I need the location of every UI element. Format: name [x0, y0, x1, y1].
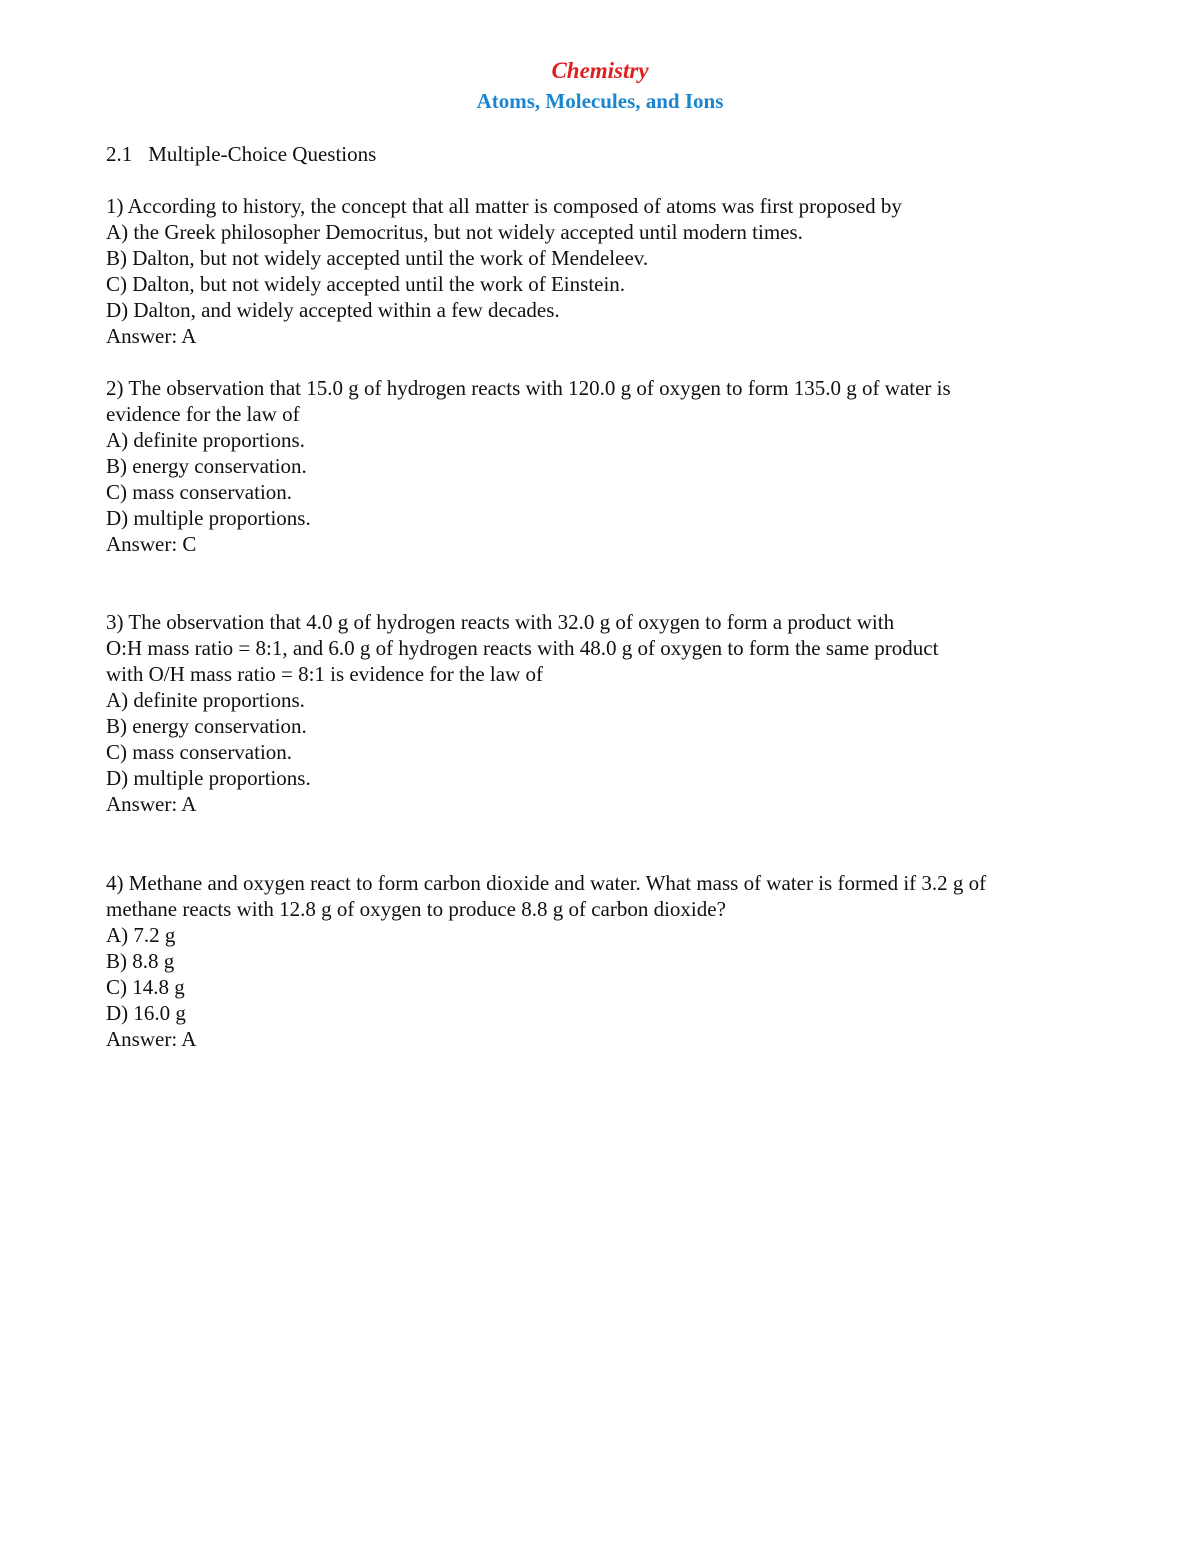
answer-option-c: C) 14.8 g	[106, 975, 185, 999]
section-title: Multiple-Choice Questions	[148, 142, 377, 166]
section-number: 2.1	[106, 142, 133, 166]
correct-answer: Answer: A	[106, 792, 197, 816]
question-stem: 3) The observation that 4.0 g of hydrogen reacts with 32.0 g of oxygen to form a product with	[106, 610, 895, 634]
answer-option-d: D) multiple proportions.	[106, 506, 311, 530]
question-1	[106, 193, 1106, 349]
answer-option-a: A) 7.2 g	[106, 923, 176, 947]
answer-option-b: B) 8.8 g	[106, 949, 175, 973]
question-stem: methane reacts with 12.8 g of oxygen to produce 8.8 g of carbon dioxide?	[106, 897, 726, 921]
question-4	[106, 870, 1106, 1052]
answer-option-a: A) definite proportions.	[106, 428, 305, 452]
document-subtitle: Atoms, Molecules, and Ions	[476, 89, 724, 113]
answer-option-c: C) Dalton, but not widely accepted until the work of Einstein.	[106, 272, 626, 296]
document-title: Chemistry	[551, 58, 649, 83]
question-stem: with O/H mass ratio = 8:1 is evidence for the law of	[106, 662, 543, 686]
answer-option-a: A) the Greek philosopher Democritus, but not widely accepted until modern times.	[106, 220, 803, 244]
question-2	[106, 375, 1106, 557]
correct-answer: Answer: A	[106, 1027, 197, 1051]
question-stem: 1) According to history, the concept that all matter is composed of atoms was first proposed by	[106, 194, 902, 218]
answer-option-b: B) Dalton, but not widely accepted until the work of Mendeleev.	[106, 246, 649, 270]
question-stem: evidence for the law of	[106, 402, 300, 426]
answer-option-c: C) mass conservation.	[106, 740, 293, 764]
answer-option-d: D) multiple proportions.	[106, 766, 311, 790]
section-heading	[106, 141, 1106, 167]
question-stem: 2) The observation that 15.0 g of hydrogen reacts with 120.0 g of oxygen to form 135.0 g of water is	[106, 376, 951, 400]
answer-option-a: A) definite proportions.	[106, 688, 305, 712]
answer-option-d: D) 16.0 g	[106, 1001, 186, 1025]
answer-option-c: C) mass conservation.	[106, 480, 293, 504]
answer-option-b: B) energy conservation.	[106, 714, 307, 738]
correct-answer: Answer: C	[106, 532, 197, 556]
question-3	[106, 609, 1106, 817]
correct-answer: Answer: A	[106, 324, 197, 348]
answer-option-d: D) Dalton, and widely accepted within a few decades.	[106, 298, 560, 322]
answer-option-b: B) energy conservation.	[106, 454, 307, 478]
question-stem: O:H mass ratio = 8:1, and 6.0 g of hydrogen reacts with 48.0 g of oxygen to form the same product	[106, 636, 939, 660]
question-stem: 4) Methane and oxygen react to form carbon dioxide and water. What mass of water is formed if 3.2 g of	[106, 871, 987, 895]
